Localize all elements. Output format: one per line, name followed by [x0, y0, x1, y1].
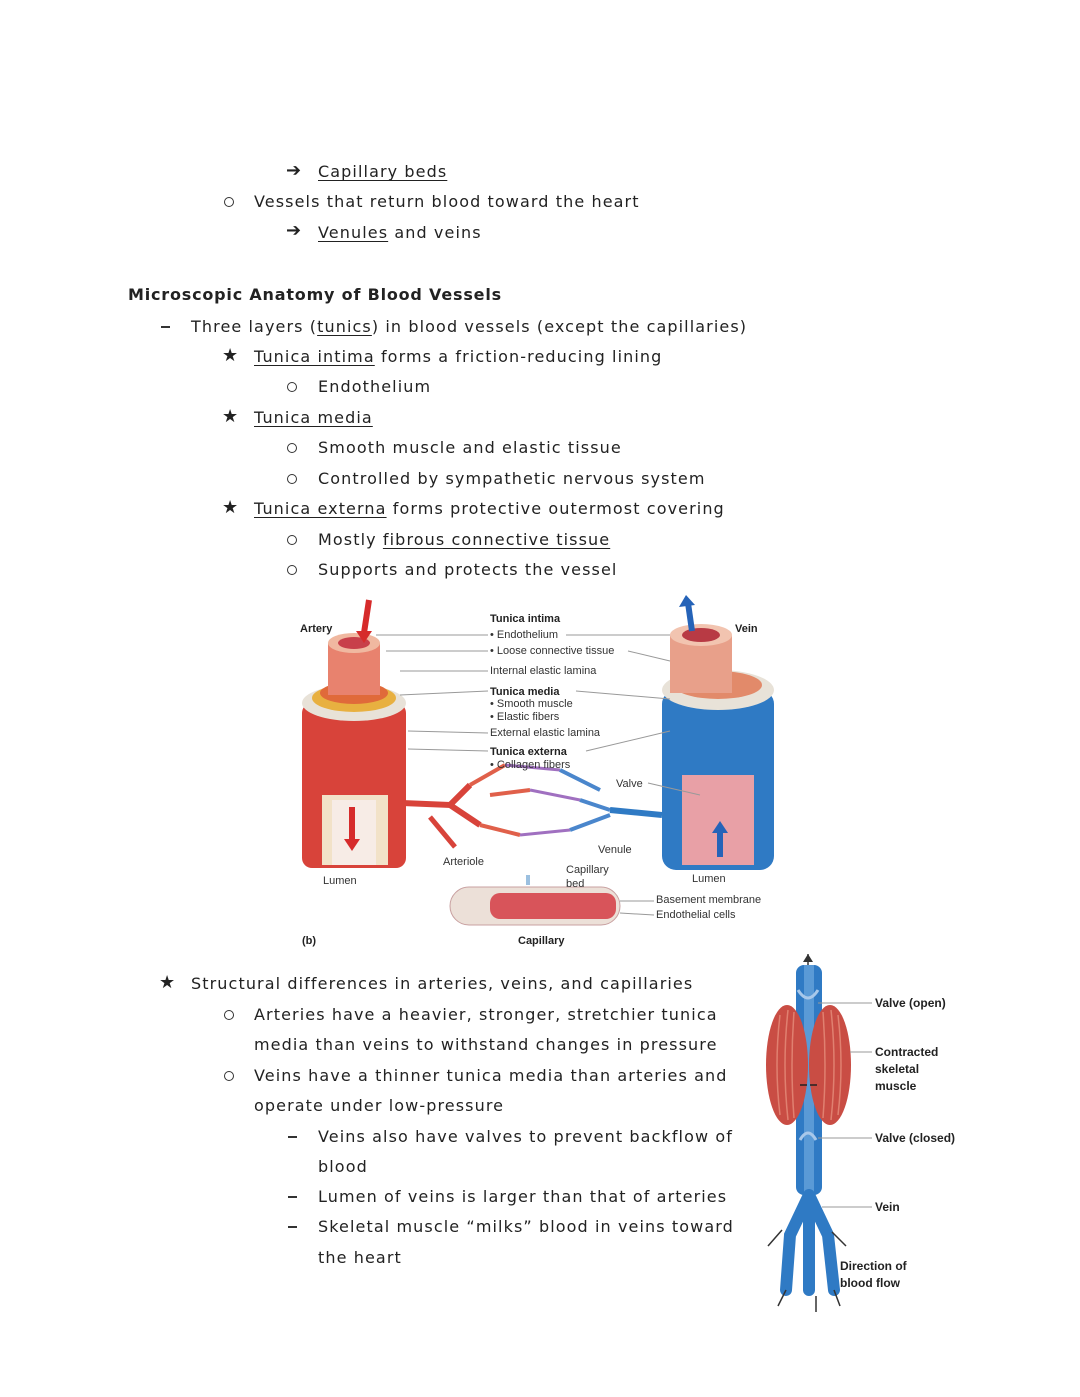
veins-line-2: operate under low-pressure — [254, 1096, 505, 1115]
capillary-beds-item: Capillary beds — [318, 162, 448, 181]
circle-bullet-icon — [224, 197, 234, 207]
arrow-icon: ➔ — [286, 220, 302, 241]
label-vein: Vein — [735, 623, 758, 635]
label-tunica-externa: Tunica externa — [490, 746, 567, 758]
circle-bullet-icon — [287, 474, 297, 484]
muscle-pump-figure — [760, 950, 980, 1320]
valves-line-2: blood — [318, 1157, 368, 1176]
vein-muscle-illustration — [766, 954, 851, 1312]
label-tunica-intima: Tunica intima — [490, 613, 561, 625]
circle-bullet-icon — [287, 443, 297, 453]
circle-bullet-icon — [287, 382, 297, 392]
dash-bullet-icon — [288, 1136, 297, 1138]
fibrous-item: Mostly fibrous connective tissue — [318, 530, 611, 549]
circle-bullet-icon — [224, 1071, 234, 1081]
valves-line-1: Veins also have valves to prevent backflow of — [318, 1127, 733, 1146]
label-valve: Valve — [616, 778, 643, 790]
section-heading: Microscopic Anatomy of Blood Vessels — [128, 285, 502, 304]
label-panel-b: (b) — [302, 935, 317, 947]
veins-line-1: Veins have a thinner tunica media than arteries and — [254, 1066, 728, 1085]
label-capillary: Capillary — [566, 864, 609, 876]
label-artery: Artery — [300, 623, 333, 635]
label-tunica-media: Tunica media — [490, 686, 560, 698]
arteries-line-1: Arteries have a heavier, stronger, stretchier tunica — [254, 1005, 718, 1024]
label-arteriole: Arteriole — [443, 856, 484, 868]
star-icon: ★ — [222, 406, 239, 427]
circle-bullet-icon — [287, 565, 297, 575]
label-external-lamina: External elastic lamina — [490, 727, 601, 739]
label-endothelial-cells: Endothelial cells — [656, 909, 736, 921]
label-valve-open: Valve (open) — [875, 996, 946, 1010]
label-smooth-muscle: • Smooth muscle — [490, 698, 573, 710]
label-loose-ct: • Loose connective tissue — [490, 645, 615, 657]
return-vessels-item: Vessels that return blood toward the heart — [254, 192, 640, 211]
dash-bullet-icon — [161, 326, 170, 328]
star-icon: ★ — [159, 972, 176, 993]
venules-item: Venules and veins — [318, 223, 482, 242]
label-internal-lamina: Internal elastic lamina — [490, 665, 597, 677]
label-direction: Direction of — [840, 1259, 907, 1273]
label-lumen-artery: Lumen — [323, 875, 357, 887]
dash-bullet-icon — [288, 1226, 297, 1228]
supports-item: Supports and protects the vessel — [318, 560, 618, 579]
label-collagen: • Collagen fibers — [490, 759, 571, 771]
label-blood-flow: blood flow — [840, 1276, 900, 1290]
circle-bullet-icon — [224, 1010, 234, 1020]
smooth-muscle-item: Smooth muscle and elastic tissue — [318, 438, 622, 457]
label-elastic-fibers: • Elastic fibers — [490, 711, 560, 723]
label-valve-closed: Valve (closed) — [875, 1131, 956, 1145]
endothelium-item: Endothelium — [318, 377, 432, 396]
label-contracted: Contracted — [875, 1045, 939, 1059]
label-basement: Basement membrane — [656, 894, 762, 906]
controlled-item: Controlled by sympathetic nervous system — [318, 469, 706, 488]
label-capillary-title: Capillary — [518, 935, 565, 947]
star-icon: ★ — [222, 497, 239, 518]
label-venule: Venule — [598, 844, 632, 856]
intima-item: Tunica intima forms a friction-reducing lining — [254, 347, 663, 366]
label-muscle: muscle — [875, 1079, 917, 1093]
artery-illustration — [302, 600, 406, 868]
lumen-larger-item: Lumen of veins is larger than that of arteries — [318, 1187, 728, 1206]
label-bed: bed — [566, 878, 585, 890]
arrow-icon: ➔ — [286, 160, 302, 181]
arteries-line-2: media than veins to withstand changes in pressure — [254, 1035, 718, 1054]
label-skeletal: skeletal — [875, 1062, 920, 1076]
label-vein: Vein — [875, 1200, 900, 1214]
star-icon: ★ — [222, 345, 239, 366]
circle-bullet-icon — [287, 535, 297, 545]
structural-item: Structural differences in arteries, veins, and capillaries — [191, 974, 694, 993]
milks-line-1: Skeletal muscle “milks” blood in veins toward — [318, 1217, 734, 1236]
vein-illustration — [662, 595, 774, 870]
media-item: Tunica media — [254, 408, 373, 427]
externa-item: Tunica externa forms protective outermost covering — [254, 499, 725, 518]
vessel-structure-figure — [290, 595, 790, 955]
milks-line-2: the heart — [318, 1248, 402, 1267]
dash-bullet-icon — [288, 1196, 297, 1198]
label-endothelium: • Endothelium — [490, 629, 559, 641]
capillary-tube-illustration — [450, 875, 620, 925]
label-lumen-vein: Lumen — [692, 873, 726, 885]
three-layers-item: Three layers (tunics) in blood vessels (except the capillaries) — [191, 317, 748, 336]
label-leader-lines — [376, 635, 700, 915]
